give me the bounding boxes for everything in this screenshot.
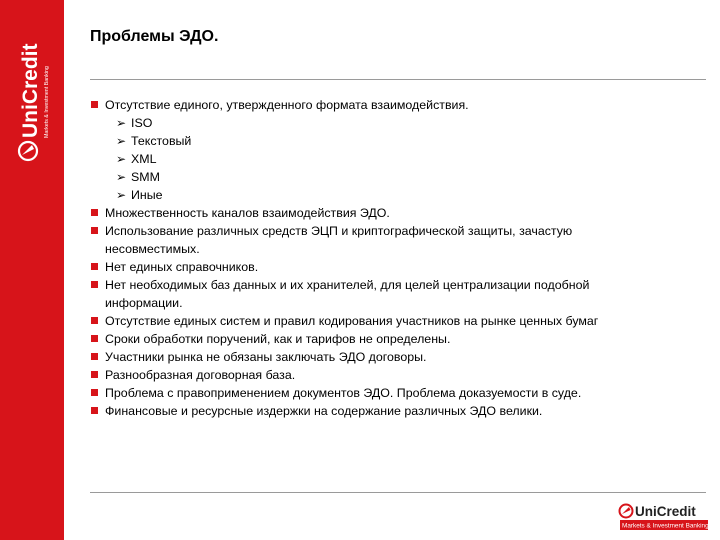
unicredit-logo-icon: [6, 26, 56, 166]
list-item-text: Финансовые и ресурсные издержки на содержание различных ЭДО велики.: [105, 404, 543, 418]
sub-list-item-text: SMM: [131, 170, 160, 184]
square-bullet-icon: [91, 407, 98, 414]
footer-brand-tagline: Markets & Investment Banking: [622, 522, 709, 530]
square-bullet-icon: [91, 227, 98, 234]
unicredit-footer-logo: [618, 497, 710, 533]
list-item-text: Использование различных средств ЭЦП и криптографической защиты, зачастую: [105, 224, 573, 238]
square-bullet-icon: [91, 335, 98, 342]
bottom-divider: [90, 492, 706, 493]
list-item-text: Отсутствие единых систем и правил кодирования участников на рынке ценных бумаг: [105, 314, 599, 328]
sub-list-item-text: Текстовый: [131, 134, 192, 148]
list-item: [90, 96, 690, 114]
list-item-text: Проблема с правоприменением документов ЭДО. Проблема доказуемости в суде.: [105, 386, 582, 400]
sub-list-item-text: ISO: [131, 116, 153, 130]
list-item: [90, 330, 690, 348]
list-item: [90, 204, 690, 222]
list-item: [90, 366, 690, 384]
square-bullet-icon: [91, 317, 98, 324]
list-item-text: Нет необходимых баз данных и их хранителей, для целей централизации подобной: [105, 278, 590, 292]
sub-list-item: [90, 168, 690, 186]
list-item-text: Нет единых справочников.: [105, 260, 259, 274]
sub-list-item: [90, 150, 690, 168]
square-bullet-icon: [91, 209, 98, 216]
sub-list-item-text: Иные: [131, 188, 163, 202]
top-divider: [90, 79, 706, 80]
arrow-bullet-icon: ➢: [116, 152, 127, 166]
bullet-list: [90, 96, 690, 420]
sub-list-item: [90, 132, 690, 150]
arrow-bullet-icon: ➢: [116, 116, 127, 130]
list-item-text: Разнообразная договорная база.: [105, 368, 296, 382]
arrow-bullet-icon: ➢: [116, 188, 127, 202]
sub-list-item: [90, 186, 690, 204]
square-bullet-icon: [91, 281, 98, 288]
list-item-text: Сроки обработки поручений, как и тарифов не определены.: [105, 332, 451, 346]
square-bullet-icon: [91, 353, 98, 360]
square-bullet-icon: [91, 389, 98, 396]
list-item: [90, 402, 690, 420]
footer-brand-name: UniCredit: [635, 504, 696, 519]
list-item-text: Множественность каналов взаимодействия ЭДО.: [105, 206, 390, 220]
list-item: [90, 384, 690, 402]
list-item: [90, 258, 690, 276]
square-bullet-icon: [91, 263, 98, 270]
sub-list-item: [90, 114, 690, 132]
sidebar-brand-tagline: Markets & Investment Banking: [44, 66, 50, 138]
arrow-bullet-icon: ➢: [116, 134, 127, 148]
sub-list-item-text: XML: [131, 152, 157, 166]
list-item-text: Участники рынка не обязаны заключать ЭДО договоры.: [105, 350, 427, 364]
page-title: Проблемы ЭДО.: [90, 28, 219, 45]
brand-sidebar: [0, 0, 64, 540]
list-item-continuation: информации.: [105, 296, 183, 310]
square-bullet-icon: [91, 371, 98, 378]
list-item: [90, 312, 690, 330]
list-item-continuation: несовместимых.: [105, 242, 200, 256]
list-item: [90, 276, 690, 294]
square-bullet-icon: [91, 101, 98, 108]
list-item: [90, 222, 690, 240]
list-item-text: Отсутствие единого, утвержденного формата взаимодействия.: [105, 98, 469, 112]
arrow-bullet-icon: ➢: [116, 170, 127, 184]
list-item: [90, 348, 690, 366]
sidebar-brand-name: UniCredit: [19, 43, 42, 138]
